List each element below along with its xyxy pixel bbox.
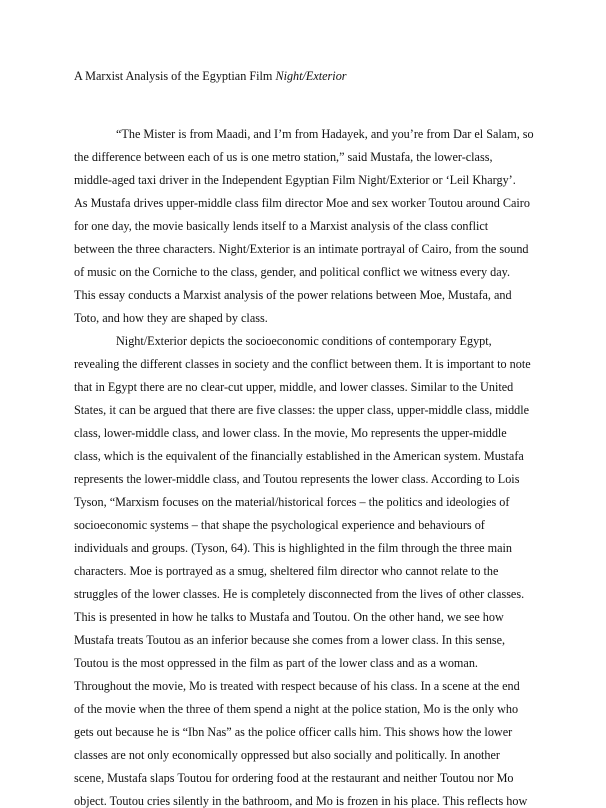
paragraph-line: class, lower-middle class, and lower class. In the movie, Mo represents the upper-middle xyxy=(74,426,507,440)
paragraph-line: the difference between each of us is one metro station,” said Mustafa, the lower-class, xyxy=(74,150,493,164)
paragraph-line: characters. Moe is portrayed as a smug, sheltered film director who cannot relate to the xyxy=(74,564,499,578)
paragraph-line: This essay conducts a Marxist analysis of the power relations between Moe, Mustafa, and xyxy=(74,288,512,302)
paragraph-line: that in Egypt there are no clear-cut upper, middle, and lower classes. Similar to the United xyxy=(74,380,514,394)
paragraph-line: Toutou is the most oppressed in the film as part of the lower class and as a woman. xyxy=(74,656,478,670)
paragraph-line: States, it can be argued that there are five classes: the upper class, upper-middle class, middle xyxy=(74,403,530,417)
paragraph-line: Night/Exterior depicts the socioeconomic conditions of contemporary Egypt, xyxy=(116,334,492,348)
paragraph-line: object. Toutou cries silently in the bathroom, and Mo is frozen in his place. This reflects how xyxy=(74,794,528,808)
paragraph-line: Throughout the movie, Mo is treated with respect because of his class. In a scene at the end xyxy=(74,679,520,693)
title-text: A Marxist Analysis of the Egyptian Film xyxy=(74,69,276,83)
paragraph-line: of music on the Corniche to the class, gender, and political conflict we witness every day. xyxy=(74,265,510,279)
paragraph-line: “The Mister is from Maadi, and I’m from Hadayek, and you’re from Dar el Salam, so xyxy=(116,127,534,141)
paragraph-line: Toto, and how they are shaped by class. xyxy=(74,311,268,325)
paragraph-line: revealing the different classes in society and the conflict between them. It is important to note xyxy=(74,357,531,371)
paragraph-line: middle-aged taxi driver in the Independent Egyptian Film Night/Exterior or ‘Leil Khargy’. xyxy=(74,173,516,187)
paragraph-line: of the movie when the three of them spend a night at the police station, Mo is the only who xyxy=(74,702,519,716)
paragraph-line: represents the lower-middle class, and Toutou represents the lower class. According to Lois xyxy=(74,472,520,486)
paragraph-line: individuals and groups. (Tyson, 64). This is highlighted in the film through the three main xyxy=(74,541,512,555)
document-title xyxy=(74,69,347,83)
film-title-italic: Night/Exterior xyxy=(275,69,347,83)
paragraph-line: struggles of the lower classes. He is completely disconnected from the lives of other classes. xyxy=(74,587,525,601)
paragraph-line: for one day, the movie basically lends itself to a Marxist analysis of the class conflict xyxy=(74,219,489,233)
paragraph-line: between the three characters. Night/Exterior is an intimate portrayal of Cairo, from the sound xyxy=(74,242,529,256)
paragraph-line: scene, Mustafa slaps Toutou for ordering food at the restaurant and neither Toutou nor Mo xyxy=(74,771,514,785)
paragraph-line: Mustafa treats Toutou as an inferior because she comes from a lower class. In this sense, xyxy=(74,633,506,647)
paragraph-line: gets out because he is “Ibn Nas” as the police officer calls him. This shows how the lower xyxy=(74,725,513,739)
paragraph-line: Tyson, “Marxism focuses on the material/historical forces – the politics and ideologies of xyxy=(74,495,510,509)
paragraph-line: class, which is the equivalent of the financially established in the American system. Mustafa xyxy=(74,449,524,463)
paragraph-line: As Mustafa drives upper-middle class film director Moe and sex worker Toutou around Cairo xyxy=(74,196,530,210)
paragraph-line: This is presented in how he talks to Mustafa and Toutou. On the other hand, we see how xyxy=(74,610,504,624)
paragraph-line: socioeconomic systems – that shape the psychological experience and behaviours of xyxy=(74,518,485,532)
paragraph-line: classes are not only economically oppressed but also socially and politically. In another xyxy=(74,748,500,762)
